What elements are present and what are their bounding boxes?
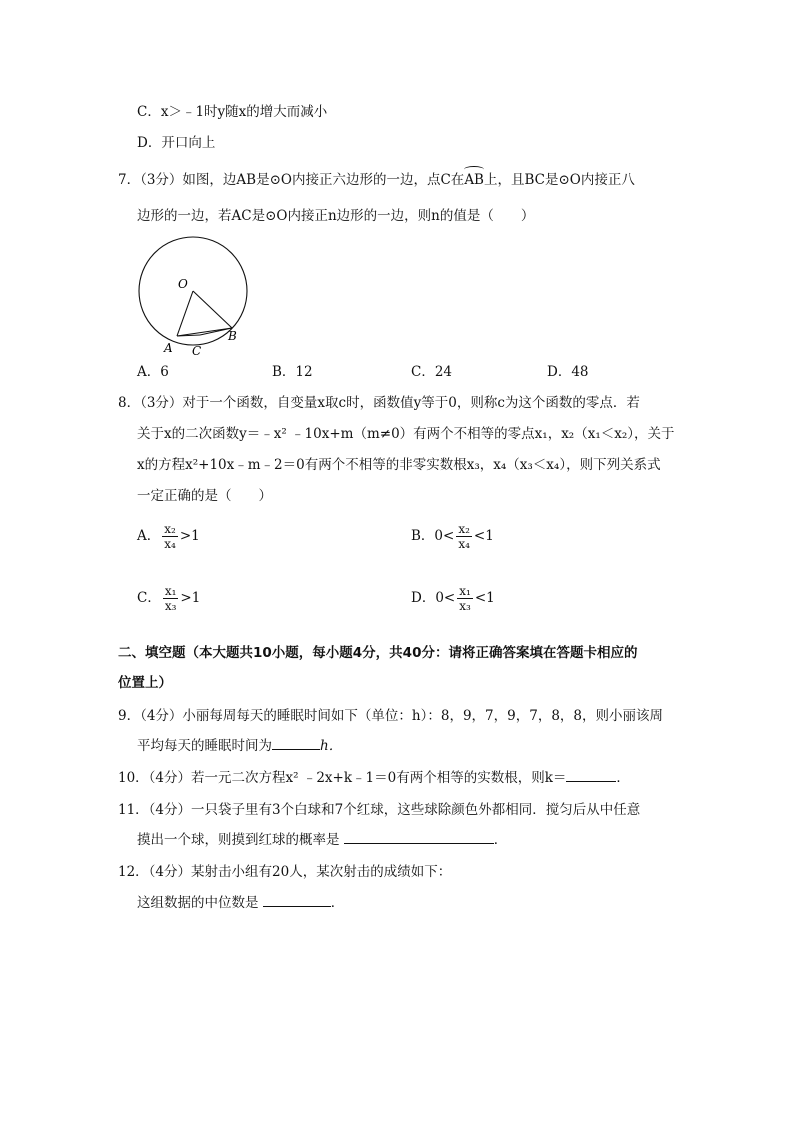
q9-line1: 9．（4分）小丽每周每天的睡眠时间如下（单位：h）：8，9，7，9，7，8，8，则小丽该周 (118, 708, 663, 724)
q8-option-b: B．0< $\frac{\text{x₂}}{\text{x₄}}$ <1 (411, 522, 494, 551)
fraction: $\frac{\text{x₁}}{\text{x₃}}$ (164, 584, 177, 613)
q8-option-c: C． $\frac{\text{x₁}}{\text{x₃}}$ >1 (137, 584, 201, 613)
q12-line1: 12．（4分）某射击小组有20人，某次射击的成绩如下： (118, 864, 452, 880)
segment-ob (193, 291, 232, 328)
q7-arc-ab: AB (464, 172, 484, 188)
label-o: O (178, 277, 188, 291)
q8-line3: x的方程x²+10x﹣m﹣2＝0有两个不相等的非零实数根x₃，x₄（x₃＜x₄），则下列关系式 (137, 457, 661, 473)
answer-blank[interactable] (263, 894, 331, 907)
section-heading-line2: 位置上） (118, 675, 172, 691)
q7-option-b: B．12 (272, 364, 313, 380)
q7-line1 (118, 170, 635, 190)
q8-option-a: A． $\frac{\text{x₂}}{\text{x₄}}$ >1 (137, 522, 200, 551)
q12-line2: 这组数据的中位数是 ． (137, 895, 345, 911)
q11-line2: 摸出一个球，则摸到红球的概率是 ． (137, 832, 508, 848)
q8-line2: 关于x的二次函数y＝﹣x² ﹣10x+m（m≠0）有两个不相等的零点x₁，x₂（x₁＜x₂），关于 (137, 426, 675, 442)
q9-line2: 平均每天的睡眠时间为 h． (137, 738, 343, 754)
q8-line4: 一定正确的是（ ） (137, 488, 272, 504)
label-a: A (164, 341, 173, 355)
fraction: $\frac{\text{x₁}}{\text{x₃}}$ (459, 584, 471, 613)
q7-circle-figure (130, 236, 260, 362)
q7-line2: 边形的一边，若AC是⊙O内接正n边形的一边，则n的值是（ ） (137, 208, 535, 224)
segment-oa (177, 291, 193, 336)
q8-option-d: D．0< $\frac{\text{x₁}}{\text{x₃}}$ <1 (411, 584, 495, 613)
q10-line: 10．（4分）若一元二次方程x² ﹣2x+k﹣1＝0有两个相等的实数根，则k＝ ． (118, 770, 630, 786)
q7-line1-pre: 7．（3分）如图，边AB是⊙O内接正六边形的一边，点C在 (118, 172, 465, 188)
q6-option-d: D．开口向上 (137, 135, 216, 151)
answer-blank[interactable] (272, 737, 320, 750)
q11-line1: 11．（4分）一只袋子里有3个白球和7个红球，这些球除颜色外都相同．搅匀后从中任意 (118, 802, 641, 818)
q7-option-c: C．24 (411, 364, 453, 380)
label-b: B (228, 329, 237, 343)
q7-line1-post: 上，且BC是⊙O内接正八 (483, 172, 635, 188)
answer-blank[interactable] (344, 831, 494, 844)
q7-option-d: D．48 (547, 364, 589, 380)
section-heading-line1: 二、填空题（本大题共10小题，每小题4分，共40分：请将正确答案填在答题卡相应的 (118, 645, 638, 661)
label-c: C (192, 344, 202, 358)
fraction: $\frac{\text{x₂}}{\text{x₄}}$ (458, 522, 470, 551)
fraction: $\frac{\text{x₂}}{\text{x₄}}$ (164, 522, 176, 551)
answer-blank[interactable] (566, 769, 616, 782)
q8-line1: 8．（3分）对于一个函数，自变量x取c时，函数值y等于0，则称c为这个函数的零点．若 (118, 395, 640, 411)
q6-option-c: C．x＞﹣1时y随x的增大而减小 (137, 104, 328, 120)
q7-option-a: A．6 (137, 364, 169, 380)
